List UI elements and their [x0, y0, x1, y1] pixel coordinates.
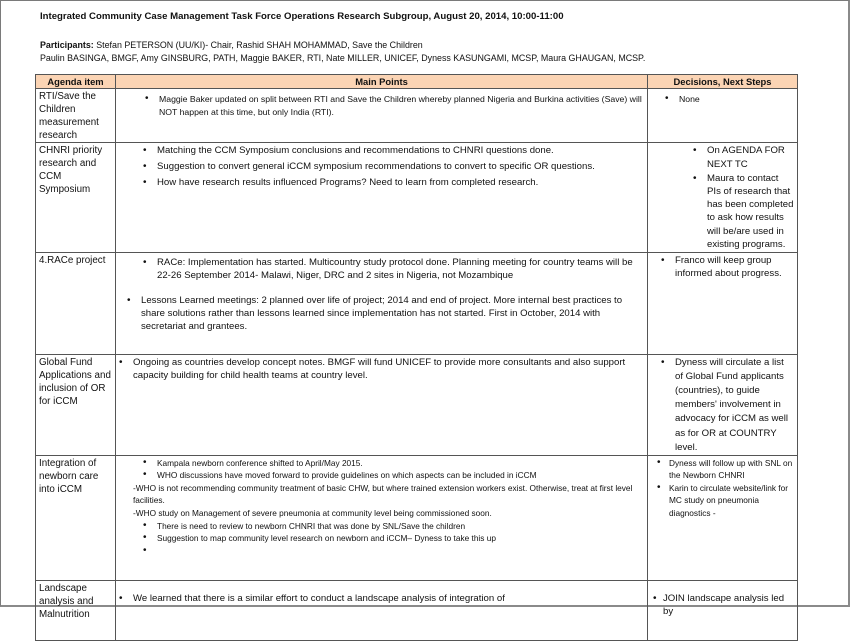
main-points-cell [116, 143, 648, 253]
agenda-item-cell: CHNRI priority research and CCM Symposium [36, 143, 116, 253]
table-row [36, 89, 798, 143]
list-item: • Matching the CCM Symposium conclusions and recommendations to CHNRI questions done. [157, 144, 644, 157]
main-points-cell [116, 253, 648, 355]
table-row [36, 355, 798, 456]
sub-note: -WHO is not recommending community treatment of basic CHW, but where trained extension workers exist. Otherwise, treat at first level facilities. [133, 482, 633, 506]
main-points-cell [116, 89, 648, 143]
agenda-item-cell: Integration of newborn care into iCCM [36, 455, 116, 580]
participants-line-2: Paulin BASINGA, BMGF, Amy GINSBURG, PATH, Maggie BAKER, RTI, Nate MILLER, UNICEF, Dyness KASUNGAMI, MCSP, Maura GHAUGAN, MCSP. [40, 53, 646, 63]
agenda-item-cell: Global Fund Applications and inclusion of OR for iCCM [36, 355, 116, 456]
list-item: • Suggestion to map community level research on newborn and iCCM– Dyness to take this up [157, 532, 644, 545]
list-item: • Karin to circulate website/link for MC study on pneumonia diagnostics - [669, 482, 794, 520]
main-points-cell [116, 580, 648, 640]
agenda-item-cell: 4.RACe project [36, 253, 116, 355]
list-item: • There is need to review to newborn CHNRI that was done by SNL/Save the children [157, 520, 644, 533]
decisions-cell [648, 143, 798, 253]
decisions-cell [648, 455, 798, 580]
list-item: • RACe: Implementation has started. Multicountry study protocol done. Planning meeting for country teams will be 22-26 September 2014- Malawi, Niger, DRC and 2 sites in Nigeria, not Mozambique [157, 256, 644, 283]
header-agenda-item: Agenda item [36, 75, 116, 89]
decisions-cell [648, 355, 798, 456]
table-row [36, 580, 798, 640]
list-item: • How have research results influenced Programs? Need to learn from completed research. [157, 176, 644, 189]
list-item: • Kampala newborn conference shifted to April/May 2015. [157, 457, 644, 470]
decisions-cell [648, 89, 798, 143]
list-item: • Dyness will circulate a list of Global Fund applicants (countries), to guide members' involvement in advocacy for iCCM as well as for OR at COUNTRY level. [675, 356, 794, 455]
decisions-cell [648, 580, 798, 640]
list-item: • On AGENDA FOR NEXT TC [707, 144, 794, 170]
header-main-points: Main Points [116, 75, 648, 89]
list-item: • JOIN landscape analysis led by [663, 592, 794, 618]
table-header-row [36, 75, 798, 89]
list-item: • Ongoing as countries develop concept notes. BMGF will fund UNICEF to provide more consultants and also support capacity building for child health teams at country level. [133, 356, 644, 383]
meeting-title: Integrated Community Case Management Task Force Operations Research Subgroup, August 20, 2014, 10:00-11:00 [40, 11, 564, 22]
list-item: • WHO discussions have moved forward to provide guidelines on which aspects can be included in iCCM [157, 469, 644, 482]
main-points-cell [116, 355, 648, 456]
list-item: • Dyness will follow up with SNL on the Newborn CHNRI [669, 457, 794, 482]
list-item: • Maggie Baker updated on split between RTI and Save the Children whereby planned Nigeria and Burkina activities (Save) will NOT happen at this time, but only India (RTI). [159, 93, 644, 118]
main-points-cell [116, 455, 648, 580]
participants-line-1 [40, 39, 820, 52]
list-item: • We learned that there is a similar effort to conduct a landscape analysis of integration of [133, 592, 644, 605]
decisions-cell [648, 253, 798, 355]
agenda-item-cell: RTI/Save the Children measurement research [36, 89, 116, 143]
list-item: • None [679, 93, 794, 105]
agenda-item-cell: Landscape analysis and Malnutrition [36, 580, 116, 640]
table-row [36, 253, 798, 355]
participants-label: Participants: [40, 40, 94, 50]
participants-block [40, 39, 820, 65]
table-row [36, 143, 798, 253]
sub-note: -WHO study on Management of severe pneumonia at community level being commissioned soon. [133, 508, 492, 519]
list-item-empty [157, 545, 644, 558]
list-item: • Suggestion to convert general iCCM symposium recommendations to convert to specific OR questions. [157, 160, 644, 173]
table-row [36, 455, 798, 580]
list-item: • Franco will keep group informed about progress. [675, 254, 794, 281]
participants-names-1: Stefan PETERSON (UU/KI)- Chair, Rashid SHAH MOHAMMAD, Save the Children [96, 40, 423, 50]
header-decisions: Decisions, Next Steps [648, 75, 798, 89]
list-item: • Maura to contact PIs of research that has been completed to ask how results will be/are used in existing programs. [707, 172, 794, 251]
agenda-table [35, 74, 798, 641]
list-item: • Lessons Learned meetings: 2 planned over life of project; 2014 and end of project. More internal best practices to share solutions rather than lessons learned since implementation has not started. First in October, 2014 with secretariat and grantees. [141, 294, 644, 334]
